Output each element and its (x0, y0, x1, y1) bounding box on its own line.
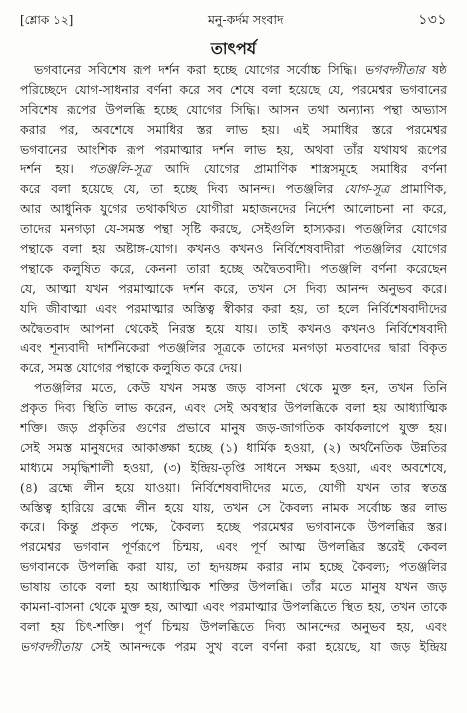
text-line: পন্থাকে বলা হয় অষ্টাঙ্গ-যোগ। কখনও কখনও নির্বিশেষবাদীরা পতঞ্জলির যোগের (20, 241, 447, 257)
text-line: পরমেশ্বর ভগবান পূর্ণরূপে চিন্ময়, এবং পূর্ণ আত্ম উপলব্ধির স্তরেই কেবল (20, 539, 447, 555)
text-line: পন্থাকে কলুষিত করে, কেননা তারা হচ্ছে অদ্বৈতবাদী। পতঞ্জলি বর্ণনা করেছেন (20, 260, 447, 276)
text-line: মাধ্যমে সমৃদ্ধিশালী হওয়া, (৩) ইন্দ্রিয়-তৃপ্তি সাধনে সক্ষম হওয়া, এবং অবশেষে, (20, 459, 447, 475)
text-line: যে, আত্মা যখন পরমাত্মাকে দর্শন করে, তখন সে দিব্য আনন্দ অনুভব করে। (20, 280, 447, 296)
text-line: এবং শূন্যবাদী দার্শনিকেরা পতঞ্জলির সূত্রকে তাদের মনগড়া মতবাদের দ্বারা বিকৃত (20, 340, 447, 356)
section-heading: তাৎপর্য (210, 39, 257, 58)
text-line: প্রকৃত দিব্য স্থিতি লাভ করেন, এবং সেই অবস্থার উপলব্ধিকে বলা হয় আধ্যাত্মিক (20, 400, 447, 416)
page-header (20, 8, 447, 32)
book-title: ভগবদ্গীতায় (20, 638, 82, 654)
text-line: কামনা-বাসনা থেকে মুক্ত হয়, আত্মা এবং পরমাত্মার উপলব্ধিতে স্থিত হয়, তখন তাকে (20, 599, 447, 615)
text-line: সেই সমস্ত মানুষদের আকাঙ্ক্ষা হচ্ছে (১) ধার্মিক হওয়া, (২) অর্থনৈতিক উন্নতির (20, 439, 447, 455)
page-number: ১৩১ (418, 12, 447, 28)
book-title: ভগবদ্গীতার (364, 62, 425, 77)
book-title: যোগ-সূত্র (344, 181, 390, 197)
text-line: করার পর, অবশেষে সমাধির স্তর লাভ হয়। এই সমাধির স্তরে পরমেশ্বর (20, 121, 447, 137)
text-line: যদি জীবাত্মা এবং পরমাত্মার অস্তিত্ব স্বীকার করা হয়, তা হলে নির্বিশেষবাদীদের (20, 300, 447, 316)
text-line: ভগবানের আংশিক রূপ পরমাত্মার দর্শন লাভ হয়, অথবা তাঁর যথাযথ রূপের (20, 141, 447, 157)
text-line: আর আধুনিক যুগের তথাকথিত যোগীরা মহাজনদের নির্দেশ আলোচনা না করে, (20, 201, 447, 217)
text-line: অদ্বৈতবাদ আপনা থেকেই নিরস্ত হয়ে যায়। তাই কখনও কখনও নির্বিশেষবাদী (20, 320, 447, 336)
chapter-title: মনু-কর্দম সংবাদ (207, 12, 284, 27)
text-line: করে। কিন্তু প্রকৃত পক্ষে, কৈবল্য হচ্ছে পরমেশ্বর ভগবানকে উপলব্ধির স্তর। (20, 519, 447, 535)
text-line: ভগবদ্গীতায় সেই আনন্দকে পরম সুখ বলে বর্ণনা করা হয়েছে, যা জড় ইন্দ্রিয় (20, 638, 447, 654)
text-line: দর্শন হয়। পতঞ্জলি-সূত্র আদি যোগের প্রামাণিক শাস্ত্রসমূহে সমাধির বর্ণনা (20, 161, 447, 177)
text-line: তাদের মনগড়া যে-সমস্ত পন্থা সৃষ্টি করছে, সেইগুলি হাস্যকর। পতঞ্জলির যোগের (20, 221, 447, 237)
text-line: ভগবানকে উপলব্ধি করা যায়, তা হৃদয়ঙ্গম করার নাম হচ্ছে কৈবল্য; পতঞ্জলির (20, 559, 447, 575)
book-title: পতঞ্জলি-সূত্র (88, 161, 151, 177)
text-line: বলা হয় চিৎ-শক্তি। পূর্ণ চিন্ময় উপলব্ধিতে দিব্য আনন্দের অনুভব হয়, এবং (20, 618, 447, 634)
purport-body (20, 60, 447, 657)
text-line: (৪) ব্রহ্মে লীন হয়ে যাওয়া। নির্বিশেষবাদীদের মতে, যোগী যখন তার স্বতন্ত্র (20, 479, 447, 495)
text-line: করে, সমস্ত যোগের পন্থাকে কলুষিত করে দেয়। (20, 360, 242, 376)
text-line: সবিশেষ রূপের উপলব্ধি হচ্ছে যোগের সিদ্ধি। আসন তথা অন্যান্য পন্থা অভ্যাস (20, 101, 447, 117)
text-line: শক্তি। জড় প্রকৃতির গুণের প্রভাবে মানুষ জড়-জাগতিক কার্যকলাপে যুক্ত হয়। (20, 420, 447, 436)
text-line: পতঞ্জলির মতে, কেউ যখন সমস্ত জড় বাসনা থেকে মুক্ত হন, তখন তিনি (34, 380, 447, 396)
text-line: পরিচ্ছেদে যোগ-সাধনার বর্ণনা করে সব শেষে বলা হয়েছে যে, পরমেশ্বর ভগবানের (20, 81, 447, 97)
text-line: অস্তিত্ব হারিয়ে ব্রহ্মে লীন হয়ে যায়, তখন সে কৈবল্য নামক সর্বোচ্চ স্তর লাভ (20, 499, 447, 515)
text-line: করে বলা হয়েছে যে, তা হচ্ছে দিব্য আনন্দ। পতঞ্জলির যোগ-সূত্র প্রামাণিক, (20, 181, 447, 197)
text-line: ভাষায় তাকে বলা হয় আধ্যাত্মিক শক্তির উপলব্ধি। তাঁর মতে মানুষ যখন জড় (20, 579, 447, 595)
text-line: ভগবানের সবিশেষ রূপ দর্শন করা হচ্ছে যোগের সর্বোচ্চ সিদ্ধি। ভগবদ্গীতার ষষ্ঠ (34, 62, 447, 77)
verse-reference: [শ্লোক ১২] (20, 13, 74, 27)
